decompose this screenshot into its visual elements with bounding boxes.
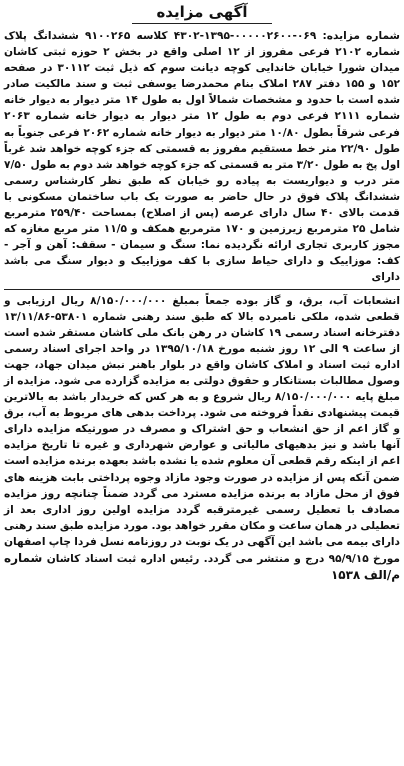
- notice-title: آگهی مزایده: [132, 2, 272, 24]
- notice-paragraph-property: شماره مزایده: ۰۶۹-۰۰۰۰۰۲۶۰۰-۱۳۹۵-۴۳۰۲ کلاسه ۹۱۰۰۲۶۵ ششدانگ پلاک شماره ۲۱۰۲ فرعی مفروز از ۱۲ اصلی واقع در بخش ۲ حوزه ثبتی کاشان میدان شورا خیابان خاندایی کوچه دیانت سوم که ذیل ثبت ۳۰۱۱۲ در صفحه ۱۵۲ و ۱۵۵ دفتر ۲۸۷ املاک بنام محمدرضا یوسفی ثبت و سند مالکیت صادر شده است با حدود و مشخصات شمالاً اول به طول ۱۴ متر دیوار به دیوار خانه شماره ۲۱۱۱ فرعی دوم به طول ۱۲ متر دیوار به دیوار خانه شماره ۲۰۶۳ فرعی شرقاً بطول ۱۰/۸۰ متر دیوار به دیوار خانه شماره ۲۰۶۲ فرعی جنوباً به طول ۲۲/۹۰ متر خط مستقیم مفروز به قسمتی که جزء کوچه خواهد شد غرباً اول پخ به طول ۳/۲۰ متر به قسمتی که جزء کوچه خواهد شد دوم به طول ۷/۵۰ متر درب و دیواریست به پیاده رو خیابان که طبق نظر کارشناس رسمی ششدانگ پلاک فوق در حال حاضر به صورت یک باب ساختمان مسکونی با قدمت بالای ۴۰ سال دارای عرصه (پس از اصلاح) بمساحت ۲۵۹/۴۰ مترمربع شامل ۲۵ مترمربع زیرزمین و ۱۷۰ مترمربع همکف و ۱۱/۵ متر مربع مغازه که مجوز کاربری تجاری ارائه نگردیده نما: سنگ و سیمان - سقف: آهن و آجر - کف: موزاییک و دارای حیاط سازی با کف موزاییک و دیوار سنگ می باشد دارای: [4, 30, 401, 284]
- notice-paragraph-terms: [4, 293, 400, 585]
- notice-paragraph-terms-text: انشعابات آب، برق، و گاز بوده جمعاً بمبلغ ۸/۱۵۰/۰۰۰/۰۰۰ ریال ارزیابی و قطعی شده، ملکی نامبرده بالا که طبق سند رهنی شماره ۵۳۸۰۱-۱۳/۱۱/۸۶ دفترخانه اسناد رسمی ۱۹ کاشان در رهن بانک ملی کاشان مستقر شده است از ساعت ۹ الی ۱۲ روز شنبه مورخ ۱۳۹۵/۱۰/۱۸ در واحد اجرای اسناد رسمی اداره ثبت اسناد و املاک کاشان واقع در بلوار باهنر نبش میدان جهاد، جهت وصول مطالبات بستانکار و حقوق دولتی به مزایده گزارده می شود. مزایده از مبلغ پایه ۸/۱۵۰/۰۰۰/۰۰۰ ریال شروع و به هر کس که خریدار باشد به بالاترین قیمت پیشنهادی نقداً فروخته می شود. پرداخت بدهی های مربوط به آب، برق و گاز اعم از حق انشعاب و حق اشتراک و مصرف در صورتیکه مزایده دارای آنها باشد و نیز بدهیهای مالیاتی و عوارض شهرداری و غیره تا تاریخ مزایده اعم از اینکه رقم قطعی آن معلوم شده یا نشده باشد بعهده برنده مزایده است ضمن آنکه پس از مزایده در صورت وجود مازاد وجوه پرداختی بابت هزینه های فوق از محل مازاد به برنده مزایده مسترد می گردد ضمناً چنانچه روز مزایده مصادف با تعطیل رسمی غیرمترقبه گردد مزایده اولین روز اداری بعد از تعطیلی در همان ساعت و مکان مقرر خواهد بود. مورد مزایده طبق سند رهنی دارای بیمه می باشد این آگهی در یک نوبت در روزنامه نسل فردا چاپ اصفهان مورخ ۹۵/۹/۱۵ درج و منتشر می گردد. رئیس اداره ثبت اسناد کاشان: [4, 294, 400, 565]
- section-divider: [4, 289, 400, 290]
- notice-reference-number: شماره م/الف ۱۵۳۸: [4, 551, 400, 583]
